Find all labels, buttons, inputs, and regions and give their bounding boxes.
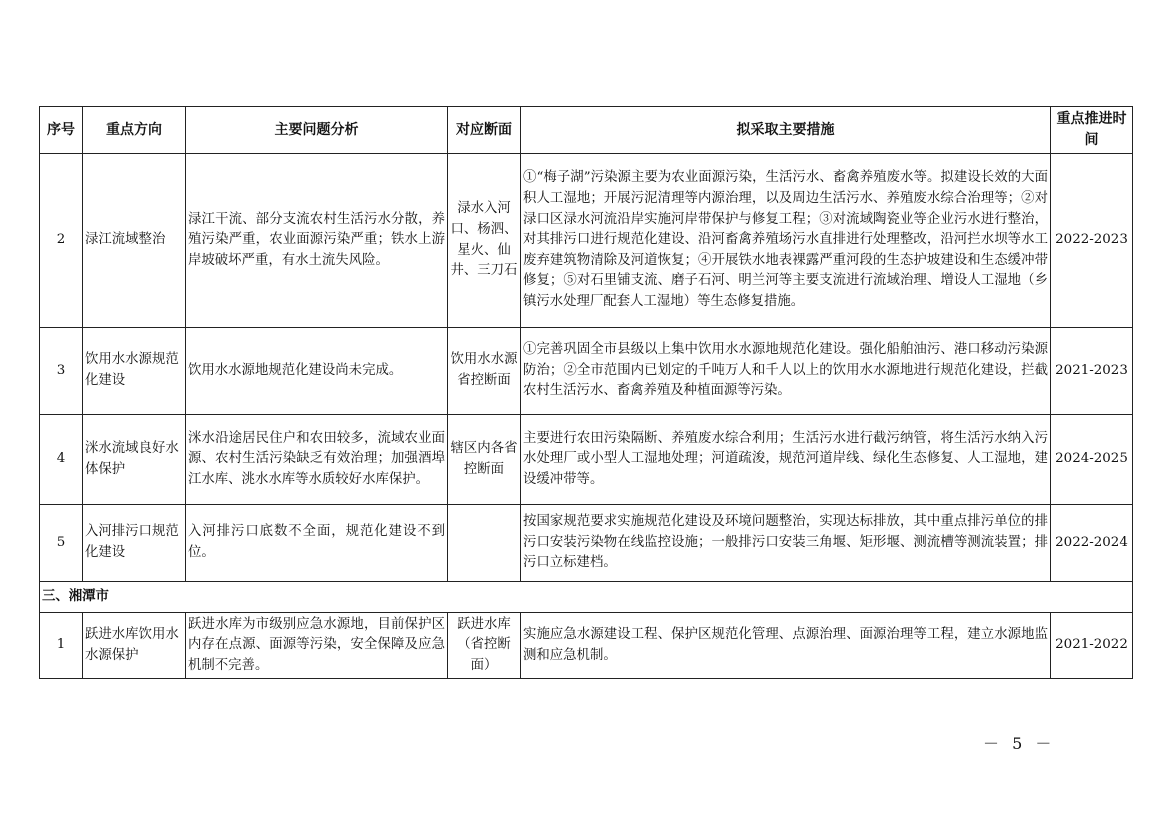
row-time: 2021-2023 — [1051, 328, 1133, 415]
row-problem: 洣水沿途居民住户和农田较多，流域农业面源、农村生活污染缺乏有效治理；加强酒埠江水库、洮水水库等水质较好水库保护。 — [186, 415, 448, 505]
row-measures: ①完善巩固全市县级以上集中饮用水水源地规范化建设。强化船舶油污、港口移动污染源防治；②全市范围内已划定的千吨万人和千人以上的饮用水水源地进行规范化建设，拦截农村生活污水、畜禽养殖及种植面源等污染。 — [521, 328, 1051, 415]
header-problem: 主要问题分析 — [186, 107, 448, 154]
row-no: 1 — [40, 613, 83, 679]
row-no: 4 — [40, 415, 83, 505]
row-no: 3 — [40, 328, 83, 415]
row-no: 5 — [40, 505, 83, 582]
section-row — [40, 582, 1133, 613]
row-focus: 饮用水水源规范化建设 — [83, 328, 186, 415]
header-time: 重点推进时间 — [1051, 107, 1133, 154]
header-measures: 拟采取主要措施 — [521, 107, 1051, 154]
row-focus: 跃进水库饮用水水源保护 — [83, 613, 186, 679]
row-section: 渌水入河口、杨泗、星火、仙井、三刀石 — [448, 154, 521, 328]
row-measures: 主要进行农田污染隔断、养殖废水综合利用；生活污水进行截污纳管，将生活污水纳入污水处理厂或小型人工湿地处理；河道疏浚，规范河道岸线、绿化生态修复、人工湿地，建设缓冲带等。 — [521, 415, 1051, 505]
row-problem: 入河排污口底数不全面，规范化建设不到位。 — [186, 505, 448, 582]
table-row — [40, 154, 1133, 328]
measures-table — [39, 106, 1133, 679]
section-title: 三、湘潭市 — [40, 582, 1133, 613]
header-no: 序号 — [40, 107, 83, 154]
row-time: 2024-2025 — [1051, 415, 1133, 505]
row-section — [448, 505, 521, 582]
table-row — [40, 415, 1133, 505]
row-no: 2 — [40, 154, 83, 328]
row-time: 2022-2024 — [1051, 505, 1133, 582]
row-time: 2021-2022 — [1051, 613, 1133, 679]
row-measures: 实施应急水源建设工程、保护区规范化管理、点源治理、面源治理等工程，建立水源地监测和应急机制。 — [521, 613, 1051, 679]
row-time: 2022-2023 — [1051, 154, 1133, 328]
row-measures: 按国家规范要求实施规范化建设及环境问题整治，实现达标排放，其中重点排污单位的排污口安装污染物在线监控设施；一般排污口安装三角堰、矩形堰、测流槽等测流装置；排污口立标建档。 — [521, 505, 1051, 582]
row-focus: 渌江流域整治 — [83, 154, 186, 328]
header-section: 对应断面 — [448, 107, 521, 154]
row-problem: 跃进水库为市级别应急水源地，目前保护区内存在点源、面源等污染，安全保障及应急机制不完善。 — [186, 613, 448, 679]
page-number: － 5 － — [983, 734, 1056, 753]
row-measures: ①“梅子湖”污染源主要为农业面源污染，生活污水、畜禽养殖废水等。拟建设长效的大面积人工湿地；开展污泥清理等内源治理，以及周边生活污水、养殖废水综合治理等；②对渌口区渌水河流沿岸实施河岸带保护与修复工程；③对流域陶瓷业等企业污水进行整治，对其排污口进行规范化建设、沿河畜禽养殖场污水直排进行处理整改，沿河拦水坝等水工废弃建筑物清除及河道恢复；④开展铁水地表裸露严重河段的生态护坡建设和生态缓冲带修复；⑤对石里铺支流、磨子石河、明兰河等主要支流进行流域治理、增设人工湿地（乡镇污水处理厂配套人工湿地）等生态修复措施。 — [521, 154, 1051, 328]
row-focus: 入河排污口规范化建设 — [83, 505, 186, 582]
table-row — [40, 328, 1133, 415]
table-row — [40, 505, 1133, 582]
row-focus: 洣水流域良好水体保护 — [83, 415, 186, 505]
header-focus: 重点方向 — [83, 107, 186, 154]
row-section: 辖区内各省控断面 — [448, 415, 521, 505]
table-header-row — [40, 107, 1133, 154]
row-section: 饮用水水源省控断面 — [448, 328, 521, 415]
row-section: 跃进水库（省控断面） — [448, 613, 521, 679]
row-problem: 渌江干流、部分支流农村生活污水分散，养殖污染严重，农业面源污染严重；铁水上游岸坡破坏严重，有水土流失风险。 — [186, 154, 448, 328]
row-problem: 饮用水水源地规范化建设尚未完成。 — [186, 328, 448, 415]
table-row — [40, 613, 1133, 679]
